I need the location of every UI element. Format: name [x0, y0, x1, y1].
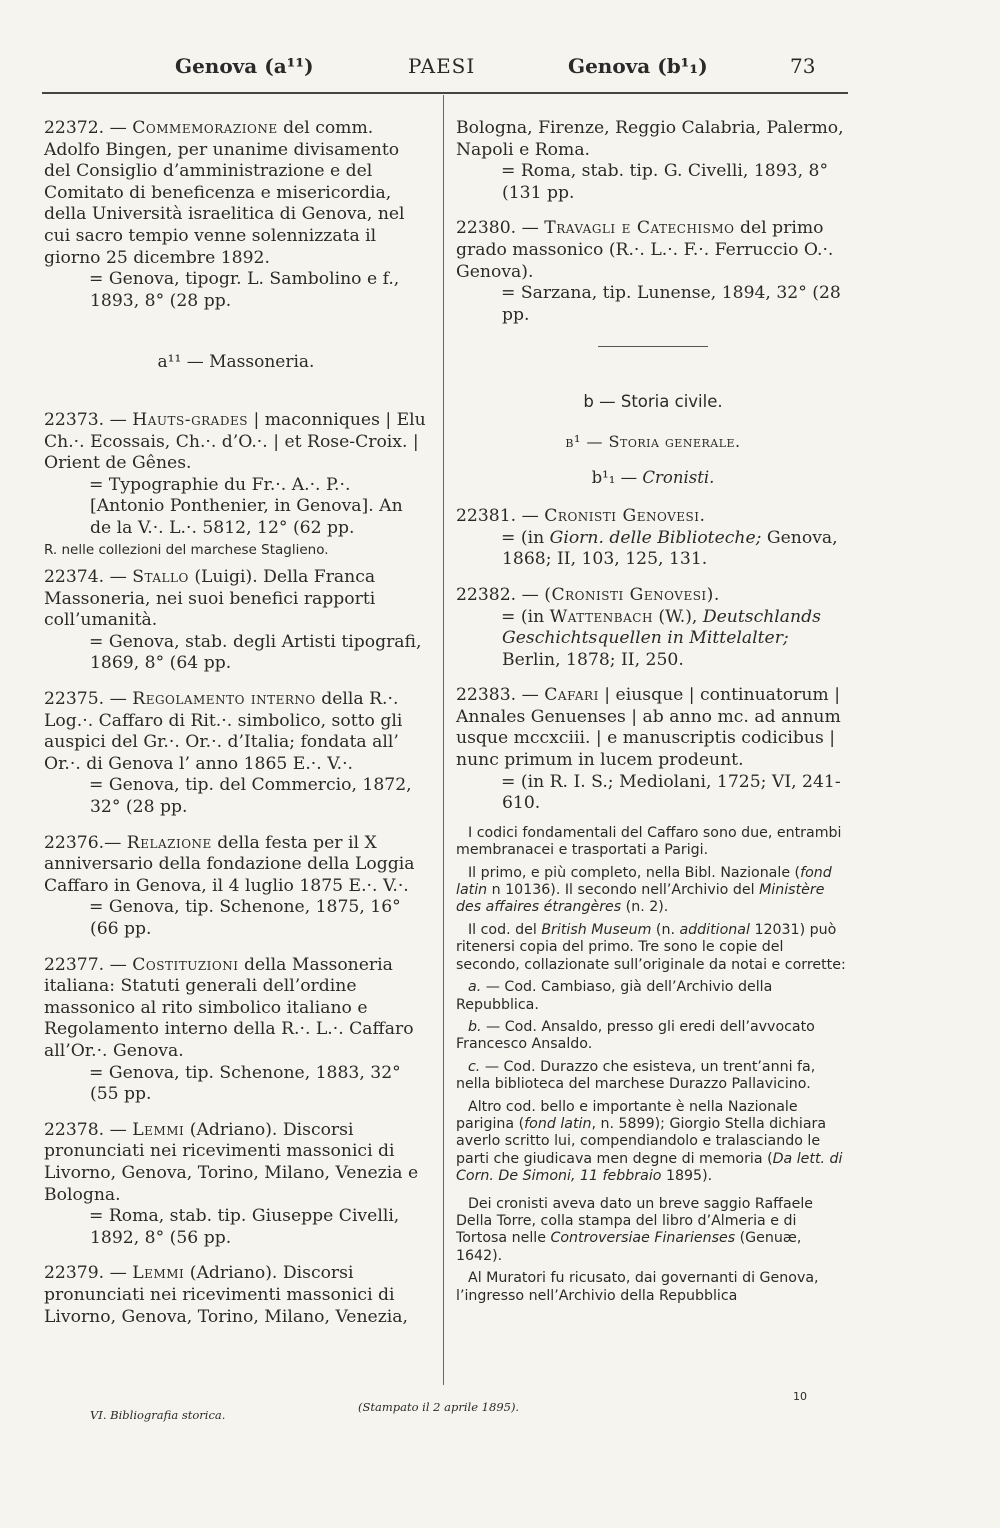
note-item-b: [456, 1019, 850, 1054]
entry-22376: [44, 833, 428, 941]
separator-rule: [598, 346, 708, 347]
dash: —: [521, 218, 539, 239]
note-text: (Genuæ, 1642).: [456, 1230, 802, 1264]
note-item-a: [456, 979, 850, 1014]
note-text: n 10136). Il secondo nell’Archivio del: [487, 882, 760, 899]
dash: —: [109, 689, 127, 710]
entry-number: 22373.: [44, 409, 105, 430]
entry-title: Cafari: [544, 685, 599, 706]
left-column: [44, 118, 428, 1342]
entry-number: 22377.: [44, 954, 105, 975]
entry-body: della R.·. Log.·. Caffaro di Rit.·. simbolico, sotto gli auspici del Gr.·. Or.·. d’Italia; fondata all’ Or.·. di Genova l’ anno 1865 E.·. V.·.: [44, 689, 403, 774]
section-heading-b: b — Storia civile.: [583, 392, 723, 412]
entry-imprint: = Genova, tip. del Commercio, 1872, 32° (28 pp.: [89, 775, 412, 818]
entry-imprint: = Genova, stab. degli Artisti tipografi, 1869, 8° (64 pp.: [89, 631, 422, 674]
entry-imprint: = Roma, stab. tip. Giuseppe Civelli, 1892, 8° (56 pp.: [89, 1206, 400, 1248]
dash: —: [521, 685, 539, 706]
entry-imprint: [456, 607, 850, 672]
entry-imprint: = Roma, stab. tip. G. Civelli, 1893, 8° (131 pp.: [501, 161, 829, 203]
entry-title: Relazione: [126, 832, 212, 853]
book-title: Deutschlands Geschichtsquellen in Mittelalter;: [502, 606, 821, 649]
entry-imprint: = (in R. I. S.; Mediolani, 1725; VI, 241-610.: [501, 771, 841, 814]
entry-22378: [44, 1120, 428, 1250]
entry-body: (Adriano). Discorsi pronunciati nei ricevimenti massonici di Livorno, Genova, Torino, Milano, Venezia e Bologna.: [44, 1119, 419, 1205]
footer-sheet-number: 10: [793, 1390, 807, 1403]
note-text: (n.: [651, 921, 680, 938]
note-text: — Cod. Cambiaso, già dell’Archivio della Repubblica.: [456, 979, 773, 1013]
note-text: Il primo, e più completo, nella Bibl. Nazionale (: [468, 864, 801, 881]
note-italic: Controversiae Finarienses: [550, 1230, 736, 1247]
footer-signature: VI. Bibliografia storica.: [90, 1408, 226, 1422]
entry-body: del primo grado massonico (R.·. L.·. F.·. Ferruccio O.·. Genova).: [456, 218, 834, 282]
dash: —: [109, 118, 127, 138]
item-letter: c.: [468, 1058, 481, 1075]
entry-number: 22374.: [44, 567, 105, 588]
entry-body: della festa per il X anniversario della fondazione della Loggia Caffaro in Genova, il 4 luglio 1875 E.·. V.·.: [44, 832, 415, 896]
dash: —: [521, 506, 539, 527]
right-column: [456, 118, 850, 1310]
entry-title: (Cronisti Genovesi).: [544, 584, 720, 605]
entry-imprint: [456, 528, 850, 571]
running-header: [40, 54, 830, 88]
column-divider: [443, 95, 444, 1385]
page-number: 73: [790, 54, 816, 78]
entry-body: della Massoneria italiana: Statuti generali dell’ordine massonico al rito simbolico italiano e Regolamento interno della R.·. L.·. Caffaro all’Or.·. Genova.: [44, 954, 414, 1061]
entry-22379-continued: [456, 118, 850, 204]
item-letter: a.: [468, 979, 482, 996]
dash: —: [521, 584, 539, 605]
entry-title: Commemorazione: [132, 118, 278, 138]
entry-imprint: = Genova, tip. Schenone, 1883, 32° (55 pp.: [89, 1062, 401, 1105]
dash: —: [109, 567, 127, 588]
section-heading-a11: a¹¹ — Massoneria.: [157, 352, 315, 373]
journal-title: Giorn. delle Biblioteche;: [549, 527, 762, 548]
entry-imprint: = Typographie du Fr.·. A.·. P.·. [Antonio Ponthenier, in Genova]. An de la V.·. L.·. 5812, 12° (62 pp.: [89, 474, 403, 538]
imprint-text: = (in: [501, 606, 545, 627]
note-paragraph: [456, 1196, 850, 1266]
section-heading-b1: b¹ — Storia generale.: [565, 431, 741, 451]
dash: —: [109, 409, 127, 430]
author-name: Wattenbach: [549, 606, 653, 627]
entry-body: (Adriano). Discorsi pronunciati nei ricevimenti massonici di Livorno, Genova, Torino, Milano, Venezia,: [44, 1263, 408, 1327]
dash: —: [109, 954, 127, 975]
header-left: Genova (a¹¹): [175, 54, 314, 78]
header-center: PAESI: [408, 54, 476, 78]
note-text: — Cod. Durazzo che esisteva, un trent’anni fa, nella biblioteca del marchese Durazzo Pallavicino.: [456, 1058, 816, 1093]
entry-number: 22382.: [456, 584, 517, 605]
entry-imprint: = Sarzana, tip. Lunense, 1894, 32° (28 pp.: [501, 283, 841, 325]
entry-note: R. nelle collezioni del marchese Staglieno.: [44, 541, 329, 558]
entry-22372: [44, 118, 428, 312]
entry-title: Lemmi: [132, 1263, 185, 1284]
item-letter: b.: [468, 1018, 482, 1035]
entry-number: 22376.: [44, 832, 105, 853]
entry-22373: [44, 410, 428, 561]
entry-body: Bologna, Firenze, Reggio Calabria, Palermo, Napoli e Roma.: [456, 118, 844, 160]
entry-body: | maconniques | Elu Ch.·. Ecossais, Ch.·. d’O.·. | et Rose-Croix. | Orient de Gênes.: [44, 409, 426, 474]
note-item-c: [456, 1059, 850, 1094]
note-text: 1895).: [661, 1168, 713, 1185]
header-right: Genova (b¹₁): [568, 54, 708, 78]
entry-body: del comm. Adolfo Bingen, per unanime divisamento del Consiglio d’amministrazione e del Comitato di beneficenza e misericordia, della Università israelitica di Genova, nel cui sacro tempio venne solennizzata il giorno 25 dicembre 1892.: [44, 118, 405, 268]
note-italic: fond latin: [456, 864, 832, 899]
note-italic: fond latin: [524, 1115, 592, 1132]
entry-number: 22381.: [456, 506, 517, 527]
note-text: — Cod. Ansaldo, presso gli eredi dell’avvocato Francesco Ansaldo.: [456, 1018, 815, 1053]
entry-22374: [44, 567, 428, 675]
note-italic: Ministère des affaires étrangères: [456, 882, 825, 916]
note-italic: British Museum: [541, 921, 652, 938]
note-paragraph: [456, 1099, 850, 1186]
entry-number: 22375.: [44, 689, 105, 710]
note-italic: Da lett. di Corn. De Simoni, 11 febbraio: [456, 1150, 843, 1185]
entry-22375: [44, 689, 428, 819]
entry-number: 22372.: [44, 118, 105, 138]
entry-22382: [456, 585, 850, 671]
entry-number: 22380.: [456, 218, 517, 239]
entry-title: Stallo: [132, 567, 189, 588]
entry-title: Travagli e Catechismo: [544, 218, 735, 239]
imprint-text: Berlin, 1878; II, 250.: [502, 649, 684, 670]
commentary: [456, 825, 850, 1305]
heading-label: b¹₁ —: [591, 467, 638, 487]
entry-title: Cronisti Genovesi.: [544, 506, 706, 527]
entry-body: | eiusque | continuatorum | Annales Genuenses | ab anno mc. ad annum usque mccxciii. | e manuscriptis codicibus | nunc primum in lucem prodeunt.: [456, 685, 841, 771]
dash: —: [109, 1119, 127, 1140]
note-paragraph: [456, 865, 850, 917]
entry-title: Costituzioni: [132, 954, 239, 975]
entry-imprint: = Genova, tipogr. L. Sambolino e f., 1893, 8° (28 pp.: [89, 269, 400, 311]
entry-body: (Luigi). Della Franca Massoneria, nei suoi benefici rapporti coll’umanità.: [44, 567, 376, 631]
dash: —: [104, 832, 122, 853]
note-text: Il cod. del: [468, 921, 542, 938]
entry-imprint: = Genova, tip. Schenone, 1875, 16° (66 pp.: [89, 897, 401, 939]
entry-22377: [44, 955, 428, 1106]
imprint-text: (W.),: [658, 606, 698, 627]
entry-22383: [456, 685, 850, 815]
entry-22381: [456, 506, 850, 571]
footer-print-date: (Stampato il 2 aprile 1895).: [358, 1400, 520, 1414]
note-italic: additional: [679, 921, 750, 938]
note-paragraph: I codici fondamentali del Caffaro sono due, entrambi membranacei e trasportati a Parigi.: [456, 824, 842, 859]
heading-title: Cronisti.: [642, 467, 715, 487]
dash: —: [109, 1263, 127, 1284]
note-paragraph: Al Muratori fu ricusato, dai governanti di Genova, l’ingresso nell’Archivio della Repubblica: [456, 1270, 819, 1304]
imprint-text: Genova, 1868; II, 103, 125, 131.: [502, 527, 838, 570]
entry-title: Regolamento interno: [132, 689, 316, 710]
entry-number: 22378.: [44, 1119, 105, 1140]
note-text: , n. 5899); Giorgio Stella dichiara averlo scritto lui, compendiandolo e tralasciando le parti che giudicava men degne di memoria (: [456, 1115, 827, 1167]
entry-title: Lemmi: [132, 1119, 185, 1140]
note-text: Dei cronisti aveva dato un breve saggio Raffaele Della Torre, colla stampa del libro d’Almeria e di Tortosa nelle: [456, 1195, 814, 1247]
note-text: 12031) può ritenersi copia del primo. Tre sono le copie del secondo, collazionate sull’originale da notai e corrette:: [456, 921, 846, 973]
note-text: Altro cod. bello e importante è nella Nazionale parigina (: [456, 1098, 798, 1132]
header-rule: [42, 92, 848, 94]
section-heading-b11: [456, 467, 850, 489]
entry-22379: [44, 1263, 428, 1328]
entry-number: 22379.: [44, 1263, 105, 1284]
entry-title: Hauts-grades: [132, 409, 248, 430]
imprint-text: = (in: [501, 527, 545, 548]
entry-22380: [456, 218, 850, 326]
note-paragraph: [456, 922, 850, 974]
entry-number: 22383.: [456, 685, 517, 706]
note-text: (n. 2).: [621, 899, 669, 916]
